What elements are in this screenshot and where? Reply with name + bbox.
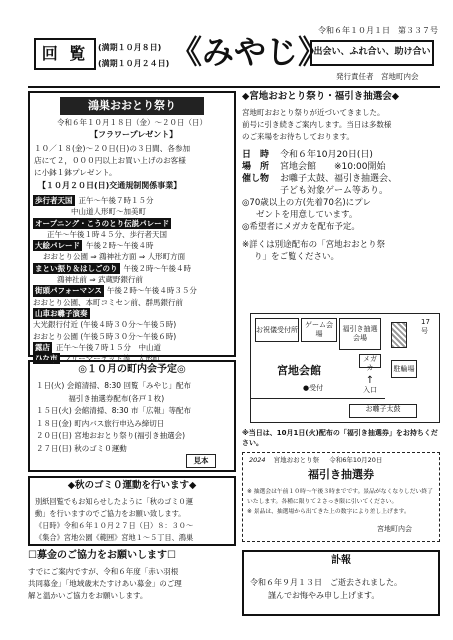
- flower-line-2: 店にて２，０００円以上お買い上げのお客様: [34, 156, 186, 165]
- lottery-detail: [242, 239, 442, 263]
- event-time: フリーマーケット等 人形町: [63, 354, 161, 364]
- map-reception: ●受付: [303, 384, 324, 392]
- note-line: ◎希望者にメガカを配布予定。: [242, 221, 360, 232]
- schedule-title: ◎１０月の町内会予定◎: [78, 364, 186, 375]
- flower-line-3: に小鉢１鉢プレゼント。: [34, 168, 117, 177]
- schedule-item: １５日(火) 会館清掃、8:30 市「広報」等配布: [36, 406, 191, 415]
- date-value: 令和６年10月20日(日): [280, 149, 373, 160]
- entrance-label: 入口: [363, 386, 377, 394]
- event-row: [33, 195, 233, 206]
- schedule-item: １日(火) 会館清掃、8:30 回覧「みやじ」配布: [36, 381, 191, 390]
- ticket-date: 令和6年10月20日: [329, 456, 383, 464]
- bokin-line: 解と温かいご協力をお願いします。: [28, 590, 148, 600]
- bokin-text: [28, 566, 236, 602]
- event-sub: 中山道人形町～加美町: [71, 207, 146, 217]
- map-taiko: [349, 404, 417, 418]
- slogan: 出会い、ふれ合い、助け合い: [313, 47, 431, 58]
- map-zone-reception: [255, 318, 299, 342]
- gomi-title: ◆秋のゴミ０運動を行います◆: [67, 480, 197, 491]
- schedule-item: １８日(金) 町内バス旅行申込み締切日: [36, 418, 165, 428]
- event-label: 街頭パフォーマンス: [35, 286, 102, 296]
- newsletter-title: 《みやじ》: [170, 33, 331, 71]
- header-divider: [28, 86, 440, 88]
- schedule-item: ２７日(日) 秋のゴミ０運動: [36, 443, 127, 453]
- lottery-details: [242, 149, 442, 197]
- event-time: 正午～午後７時１５分 中山道: [56, 342, 161, 352]
- event-sub: おおとり公園、本町コミセン前、群馬銀行前: [33, 297, 183, 307]
- ticket-issuer: 宮地町内会: [377, 525, 412, 533]
- map-zone-game: [301, 318, 337, 342]
- ticket-lines: [247, 487, 437, 517]
- kairan-date-2: (満期１０月２４日): [98, 59, 170, 68]
- obituary-line: 謹んでお悔やみ申し上げます。: [268, 591, 380, 600]
- schedule-item: 福引き抽選券配布(各戸１枚): [36, 393, 165, 403]
- megaphone-label: メガカ: [363, 355, 377, 372]
- bokin-line: 共同募金」「地域歳末たすけあい募金」のご理: [28, 578, 182, 588]
- intro-line: 宮地町おおとり祭りが近づいてきました。: [242, 107, 385, 117]
- lottery-intro: [242, 107, 442, 143]
- place-value: 宮地会館 ※10:00開始: [280, 161, 386, 172]
- ticket-event: 宮地おおとり祭: [273, 456, 320, 464]
- ticket-line: ※ 抽選会は午前１０時～午後３時までです。景品がなくなりしだい終了: [247, 489, 433, 495]
- gomi-section: [28, 476, 236, 546]
- map-hall: 宮地会館: [277, 364, 321, 377]
- lottery-ticket: [242, 452, 440, 542]
- gomi-line: 《集合》宮地公園《範囲》宮地１～５丁目、鴻巣: [35, 533, 194, 542]
- event-label: 大絵パレード: [35, 241, 80, 251]
- festival-section: [28, 91, 236, 364]
- event-row: [33, 263, 233, 274]
- map-parking: [391, 360, 417, 378]
- map-entrance: [359, 376, 381, 395]
- obituary-line: 令和６年９月１３日 ご逝去されました。: [250, 578, 402, 587]
- sample-stamp: 見本: [186, 454, 216, 468]
- map-megaphone: [359, 354, 381, 372]
- event-row: [33, 308, 233, 319]
- lottery-title: ◆宮地おおとり祭り・福引き抽選会◆: [242, 91, 400, 102]
- event-sub: おおとり公園 (午後５時３０分～午後６時): [33, 331, 177, 341]
- map-road: 17号: [421, 318, 430, 335]
- ticket-notice: ※当日は、10月1日(火)配布の「福引き抽選券」をお持ちください。: [242, 429, 438, 447]
- schedule-item: ２０日(日) 宮地おおとり祭り(福引き抽選会): [36, 431, 186, 440]
- obituary-title: 訃報: [331, 555, 351, 566]
- ticket-year: 2024: [249, 456, 266, 464]
- event-label: ひな市: [35, 354, 58, 364]
- event-sub: 正午～午後１時４５分、歩行者天国: [47, 229, 167, 239]
- note-line: ◎70歳以上の方(先着70名)にプレ: [242, 197, 371, 208]
- bokin-line: すでにご案内ですが、令和６年度「赤い羽根: [28, 566, 179, 576]
- gomi-line: 動」を行いますのでご協力をお願い致します。: [35, 509, 186, 518]
- event-time: 午後２時～午後４時: [123, 263, 191, 273]
- ticket-line: ※ 景品は、抽選場から出てきた上の数字により差し上げます。: [247, 509, 410, 515]
- event-sub: 大光銀行付近 (午後４時３０分～午後５時): [33, 320, 177, 330]
- kairan-label: 回 覧: [41, 44, 89, 63]
- gomi-text: [35, 496, 233, 544]
- event-time: 午後２時～午後４時３５分: [106, 286, 197, 296]
- event-row: [33, 240, 233, 251]
- zone-label: お祝儀受付所: [256, 325, 298, 334]
- map-stand-icon: [391, 322, 407, 348]
- detail-line: り」をご覧ください。: [254, 251, 340, 262]
- obituary-section: [242, 550, 440, 616]
- ticket-header: [249, 456, 435, 464]
- intro-line: のご来場をお待ちしております。: [242, 131, 354, 141]
- schedule-list: [36, 380, 232, 455]
- date-label: 日 時: [242, 149, 270, 160]
- kairan-date-1: (満期１０月８日): [98, 43, 162, 52]
- events-list: [33, 195, 233, 364]
- intro-line: 前号に引き続きご案内します。当日は多数様: [242, 119, 392, 129]
- bokin-title: ☐募金のご協力をお願いします☐: [28, 550, 176, 561]
- lottery-section: [242, 91, 442, 261]
- ticket-title: 福引き抽選券: [308, 468, 374, 481]
- event-time: 正午～午後７時１５分: [78, 196, 154, 205]
- map-zone-lottery: [339, 318, 381, 350]
- event-row: [33, 342, 233, 353]
- kairan-dates: [98, 40, 169, 72]
- gomi-line: 別紙回覧でもお知らせしたように「秋のゴミ０運: [35, 497, 193, 506]
- issue-number: 令和６年１０月１日 第３３７号: [318, 26, 438, 35]
- festival-period: 令和６年１０月１８日（金）～２０日（日）: [57, 118, 207, 127]
- event-label: まとい振り＆はしごのり: [35, 263, 118, 273]
- ticket-line: いたします。各種に限りて２さっき限に引いてください。: [247, 499, 398, 505]
- detail-line: ※詳くは別途配布の「宮地おおとり祭: [242, 239, 386, 250]
- slogan-box: [310, 40, 434, 66]
- parking-label: 駐輪場: [393, 364, 415, 373]
- gomi-line: 《日時》令和６年１０月２７日（日）８：３０～: [35, 521, 194, 530]
- kairan-box: [34, 38, 96, 70]
- taiko-label: お囃子太鼓: [365, 405, 401, 413]
- traffic-heading: 【１０月２０日(日)交通規制関係事業】: [38, 181, 182, 190]
- arrow-up-icon: ↑: [365, 375, 375, 386]
- event-time: 午後２時～午後４時: [86, 241, 154, 251]
- venue-map: [250, 313, 440, 423]
- event-sub: 鴻神社前 ⇒ 武蔵野銀行前: [57, 275, 144, 285]
- event-label: 露店: [35, 342, 50, 352]
- event-label: 歩行者天国: [35, 196, 73, 205]
- event-row: [33, 285, 233, 296]
- festival-title: 鴻巣おおとり祭り: [88, 99, 176, 113]
- event-sub: おおとり公園 ⇒ 鴻神社方面 ⇒ 人形町方面: [43, 252, 186, 262]
- event-value: 子ども対象ゲーム等あり。: [280, 185, 389, 196]
- bokin-section: [28, 550, 236, 620]
- festival-title-box: [60, 97, 204, 115]
- event-label: 山車お囃子演奏: [35, 308, 88, 318]
- lottery-notes: [242, 197, 442, 233]
- place-label: 場 所: [242, 161, 270, 172]
- flower-text: [34, 143, 234, 179]
- obituary-text: [250, 576, 436, 602]
- schedule-section: [28, 360, 236, 472]
- event-label: オープニング・こうのとり伝説パレード: [35, 218, 170, 228]
- flower-heading: 【フラワープレゼント】: [90, 130, 178, 139]
- event-label: 催し物: [242, 173, 270, 184]
- zone-label: 福引き抽選会場: [342, 325, 378, 342]
- zone-label: ゲーム会場: [305, 321, 333, 338]
- event-value: お囃子太鼓、福引き抽選会、: [280, 173, 398, 184]
- flower-line-1: １０／１８(金)～２０日(日)の３日間、各参加: [34, 144, 191, 153]
- event-row: [33, 218, 233, 229]
- publisher: 発行責任者 宮地町内会: [336, 72, 419, 81]
- map-hall-bottom-line: [251, 398, 385, 399]
- note-line: ゼントを用意しています。: [256, 209, 358, 220]
